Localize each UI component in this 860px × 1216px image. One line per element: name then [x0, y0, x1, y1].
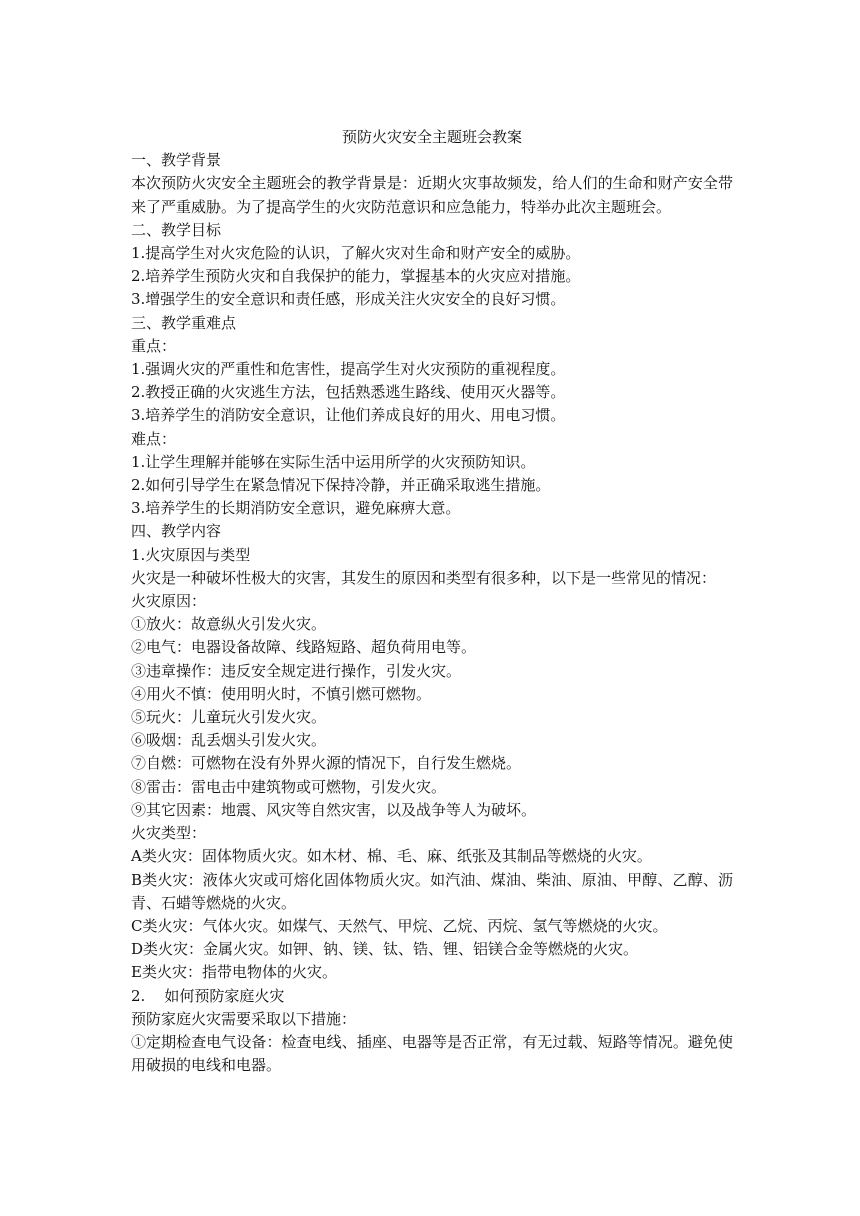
label-key-points: 重点：	[131, 336, 177, 355]
goal-item-3: 3.增强学生的安全意识和责任感，形成关注火灾安全的良好习惯。	[131, 290, 566, 309]
fire-type-d: D类火灾：金属火灾。如钾、钠、镁、钛、锆、锂、铝镁合金等燃烧的火灾。	[131, 940, 639, 959]
key-point-1: 1.强调火灾的严重性和危害性，提高学生对火灾预防的重视程度。	[131, 360, 566, 379]
difficult-point-1: 1.让学生理解并能够在实际生活中运用所学的火灾预防知识。	[131, 452, 536, 471]
heading-teaching-content: 四、教学内容	[131, 522, 222, 541]
difficult-point-2: 2.如何引导学生在紧急情况下保持冷静，并正确采取逃生措施。	[131, 476, 551, 495]
label-fire-causes: 火灾原因：	[131, 592, 207, 611]
fire-type-c: C类火灾：气体火灾。如煤气、天然气、甲烷、乙烷、丙烷、氢气等燃烧的火灾。	[131, 916, 668, 935]
label-difficult-points: 难点：	[131, 429, 177, 448]
paragraph-background: 本次预防火灾安全主题班会的教学背景是：近期火灾事故频发，给人们的生命和财产安全带来了严重威胁。为了提高学生的火灾防范意识和应急能力，特举办此次主题班会。	[131, 174, 733, 216]
heading-teaching-background: 一、教学背景	[131, 151, 222, 170]
key-point-2: 2.教授正确的火灾逃生方法，包括熟悉逃生路线、使用灭火器等。	[131, 383, 566, 402]
cause-item-2: ②电气：电器设备故障、线路短路、超负荷用电等。	[131, 638, 477, 657]
paragraph-prevention-intro: 预防家庭火灾需要采取以下措施：	[131, 1009, 357, 1028]
fire-type-b: B类火灾：液体火灾或可熔化固体物质火灾。如汽油、煤油、柴油、原油、甲醇、乙醇、沥青、石蜡等燃烧的火灾。	[131, 870, 733, 912]
key-point-3: 3.培养学生的消防安全意识，让他们养成良好的用火、用电习惯。	[131, 406, 566, 425]
cause-item-1: ①放火：故意纵火引发火灾。	[131, 615, 327, 634]
heading-teaching-goals: 二、教学目标	[131, 220, 222, 239]
cause-item-5: ⑤玩火：儿童玩火引发火灾。	[131, 708, 327, 727]
cause-item-7: ⑦自燃：可燃物在没有外界火源的情况下，自行发生燃烧。	[131, 754, 522, 773]
goal-item-2: 2.培养学生预防火灾和自我保护的能力，掌握基本的火灾应对措施。	[131, 267, 581, 286]
fire-type-e: E类火灾：指带电物体的火灾。	[131, 963, 337, 982]
fire-type-a: A类火灾：固体物质火灾。如木材、棉、毛、麻、纸张及其制品等燃烧的火灾。	[131, 847, 652, 866]
label-fire-types: 火灾类型：	[131, 824, 207, 843]
cause-item-8: ⑧雷击：雷电击中建筑物或可燃物，引发火灾。	[131, 777, 447, 796]
document-body	[131, 126, 733, 1077]
subheading-fire-causes-types: 1.火灾原因与类型	[131, 545, 251, 564]
goal-item-1: 1.提高学生对火灾危险的认识，了解火灾对生命和财产安全的威胁。	[131, 244, 581, 263]
cause-item-6: ⑥吸烟：乱丢烟头引发火灾。	[131, 731, 327, 750]
prevention-item-1: ①定期检查电气设备：检查电线、插座、电器等是否正常，有无过载、短路等情况。避免使用破损的电线和电器。	[131, 1032, 733, 1075]
cause-item-9: ⑨其它因素：地震、风灾等自然灾害，以及战争等人为破坏。	[131, 800, 537, 819]
document-title: 预防火灾安全主题班会教案	[341, 128, 522, 146]
cause-item-4: ④用火不慎：使用明火时，不慎引燃可燃物。	[131, 684, 432, 703]
subheading-home-fire-prevention: 2. 如何预防家庭火灾	[131, 986, 285, 1005]
difficult-point-3: 3.培养学生的长期消防安全意识，避免麻痹大意。	[131, 499, 461, 518]
cause-item-3: ③违章操作：违反安全规定进行操作，引发火灾。	[131, 661, 462, 680]
heading-key-difficult-points: 三、教学重难点	[131, 313, 237, 332]
paragraph-fire-intro: 火灾是一种破坏性极大的灾害，其发生的原因和类型有很多种，以下是一些常见的情况：	[131, 568, 717, 587]
